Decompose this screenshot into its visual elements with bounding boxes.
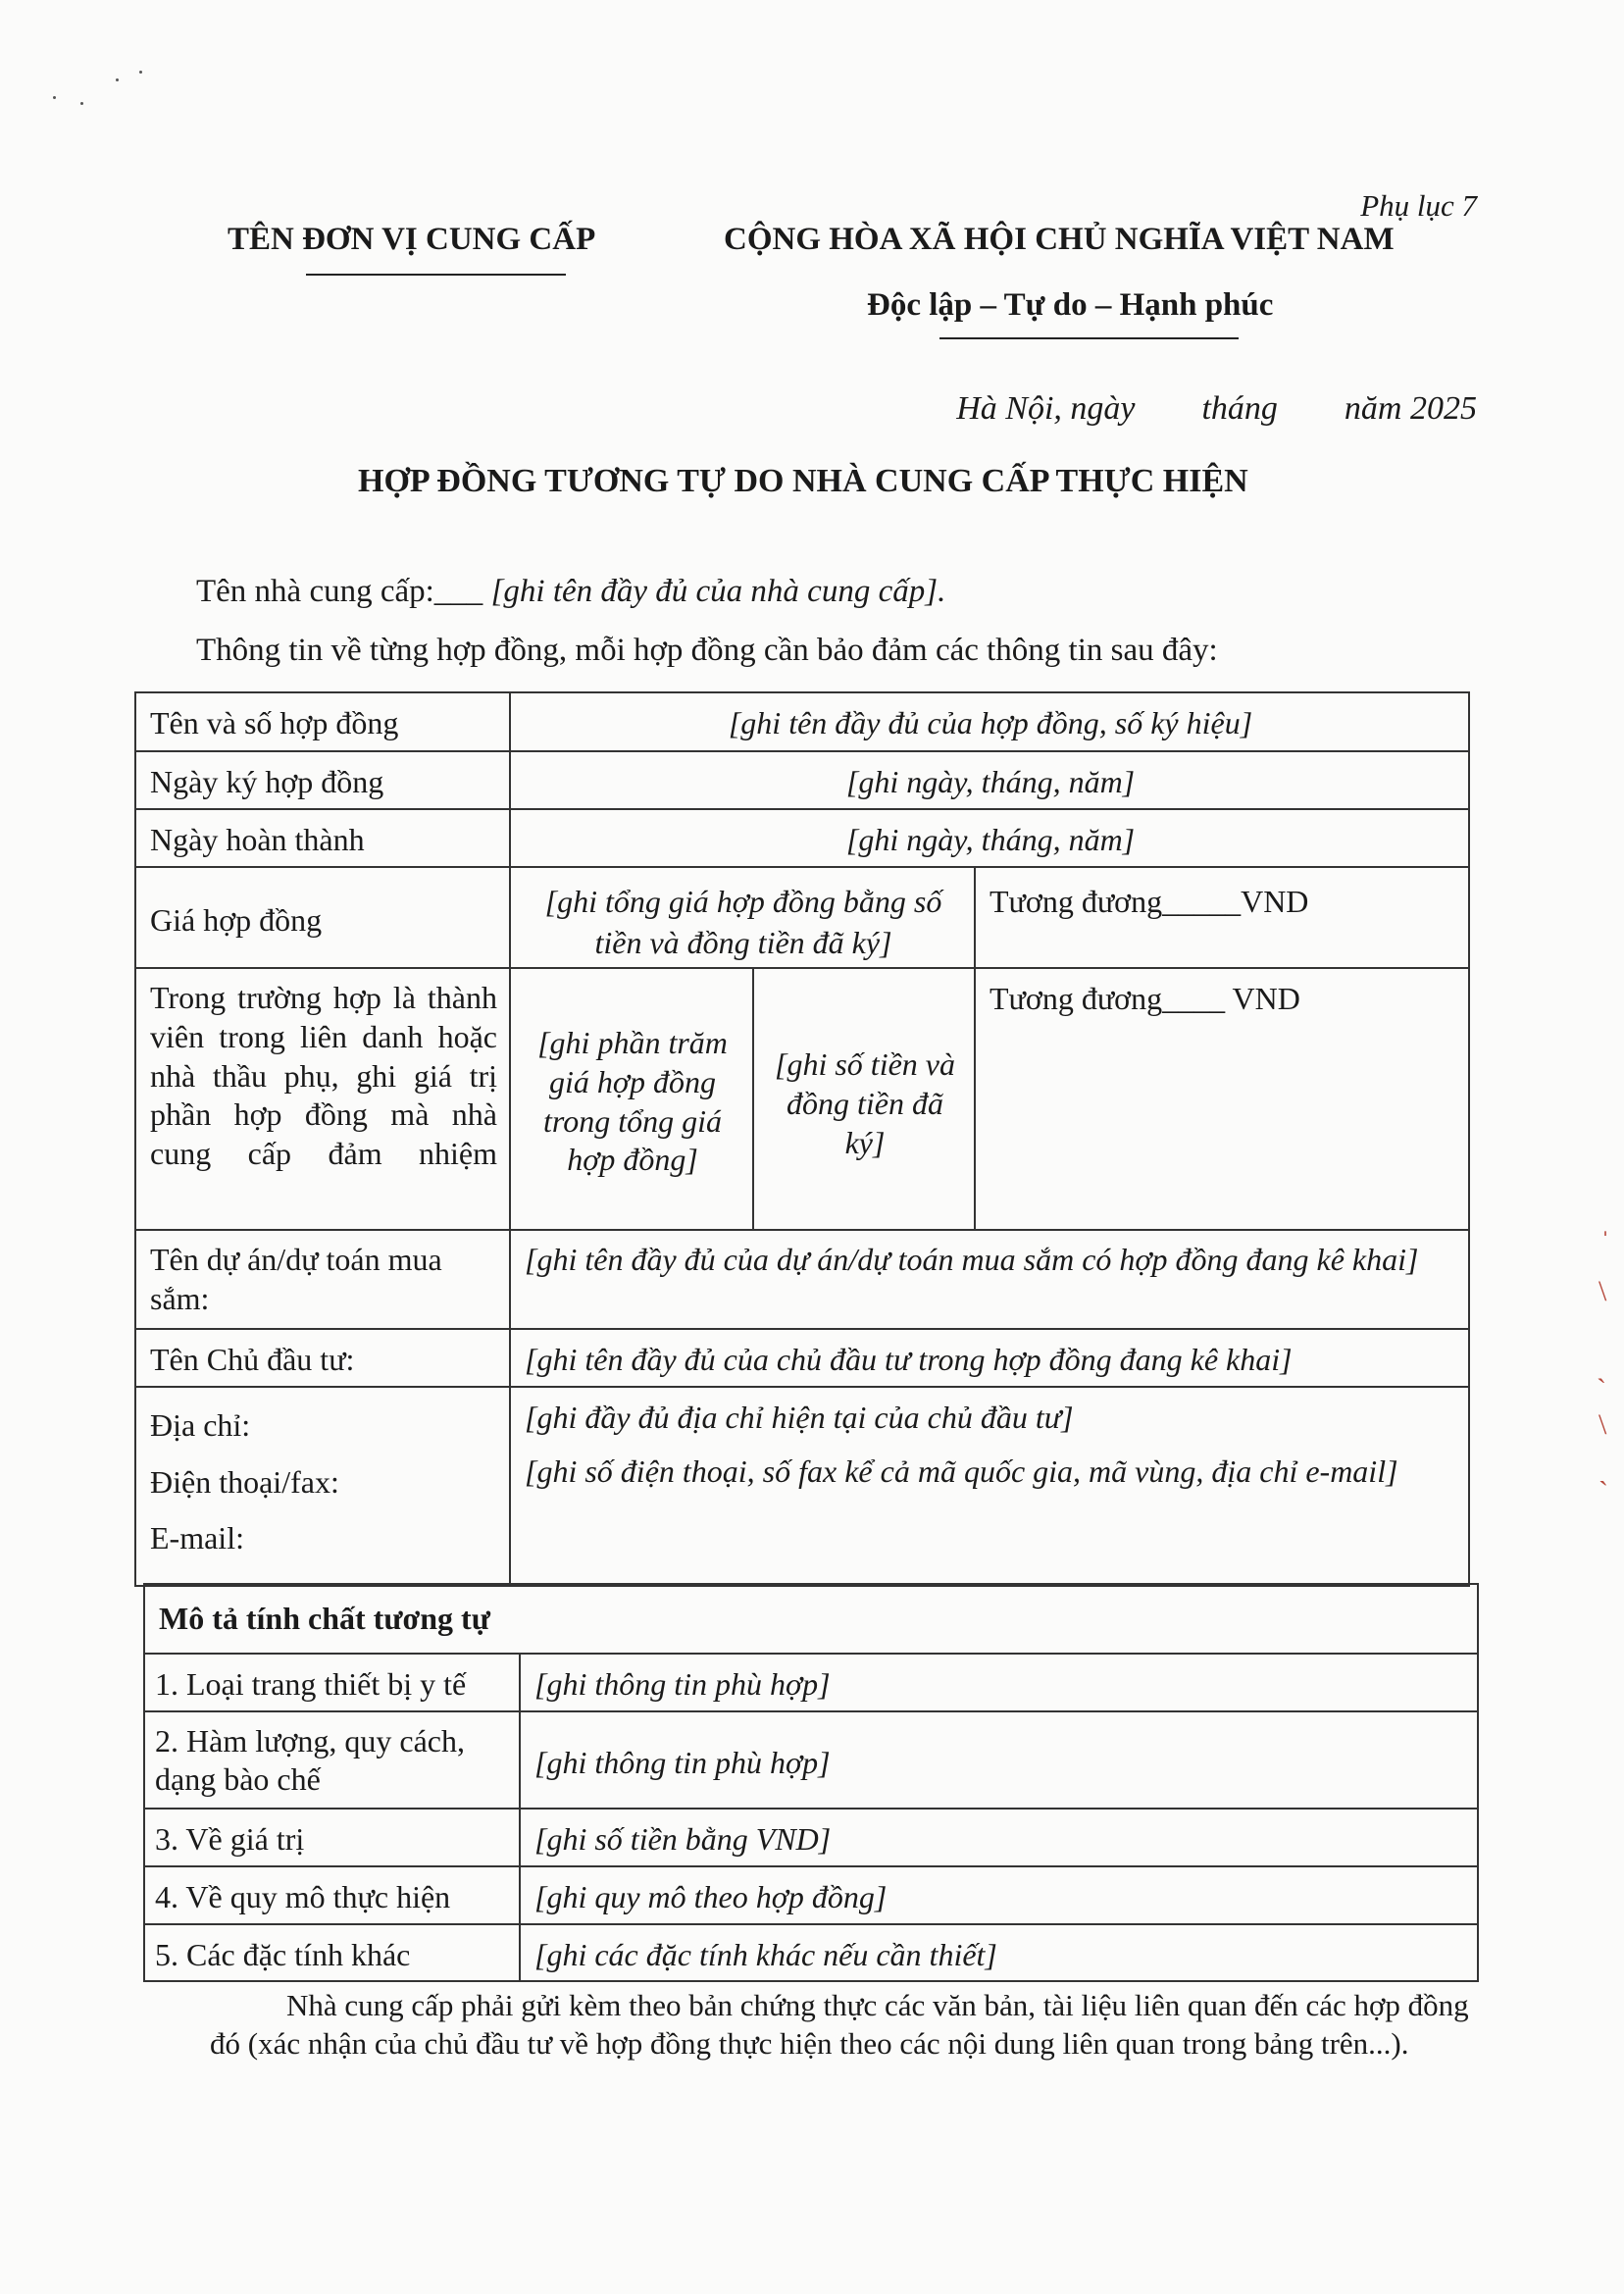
share-percent: [ghi phần trăm giá hợp đồng trong tổng giá hợp đồng] — [510, 968, 753, 1230]
similarity-heading: Mô tả tính chất tương tự — [144, 1584, 1478, 1654]
motto-underline — [939, 337, 1239, 339]
contact-labels — [135, 1387, 510, 1586]
complete-date-value: [ghi ngày, tháng, năm] — [510, 809, 1469, 867]
contract-info-table — [134, 691, 1470, 1587]
similarity-value: [ghi số tiền bằng VND] — [520, 1809, 1478, 1866]
scan-speck — [116, 78, 119, 81]
contract-name-value: [ghi tên đầy đủ của hợp đồng, số ký hiệu] — [510, 692, 1469, 751]
phone-label: Điện thoại/fax: — [150, 1463, 339, 1500]
price-equivalent: Tương đương_____VND — [975, 867, 1469, 968]
document-title: HỢP ĐỒNG TƯƠNG TỰ DO NHÀ CUNG CẤP THỰC HIỆN — [358, 463, 1248, 499]
contract-name-label: Tên và số hợp đồng — [135, 692, 510, 751]
scan-speck — [139, 71, 142, 74]
share-label: Trong trường hợp là thành viên trong liên danh hoặc nhà thầu phụ, ghi giá trị phần hợp đồng mà nhà cung cấp đảm nhiệm — [135, 968, 510, 1230]
margin-mark: \ — [1599, 1275, 1607, 1307]
price-label: Giá hợp đồng — [135, 867, 510, 968]
table-row — [135, 1387, 1469, 1586]
similarity-label: 4. Về quy mô thực hiện — [144, 1866, 520, 1924]
table-row — [144, 1924, 1478, 1981]
table-row — [135, 692, 1469, 751]
share-amount: [ghi số tiền và đồng tiền đã ký] — [753, 968, 975, 1230]
project-value: [ghi tên đầy đủ của dự án/dự toán mua sắm có hợp đồng đang kê khai] — [510, 1230, 1469, 1329]
margin-mark: ˈ — [1600, 1226, 1610, 1258]
owner-label: Tên Chủ đầu tư: — [135, 1329, 510, 1387]
table-row — [144, 1711, 1478, 1809]
info-line: Thông tin về từng hợp đồng, mỗi hợp đồng cần bảo đảm các thông tin sau đây: — [196, 633, 1218, 668]
phone-value: [ghi số điện thoại, số fax kể cả mã quốc gia, mã vùng, địa chỉ e-mail] — [525, 1453, 1398, 1489]
similarity-value: [ghi thông tin phù hợp] — [520, 1654, 1478, 1711]
similarity-value: [ghi các đặc tính khác nếu cần thiết] — [520, 1924, 1478, 1981]
appendix-label: Phụ lục 7 — [1360, 188, 1477, 223]
sign-date-value: [ghi ngày, tháng, năm] — [510, 751, 1469, 809]
email-label: E-mail: — [150, 1520, 244, 1556]
table-row — [135, 809, 1469, 867]
table-row — [144, 1866, 1478, 1924]
similarity-label: 2. Hàm lượng, quy cách, dạng bào chế — [144, 1711, 520, 1809]
similarity-value: [ghi thông tin phù hợp] — [520, 1711, 1478, 1809]
table-row — [135, 1329, 1469, 1387]
supplier-hint: [ghi tên đầy đủ của nhà cung cấp]. — [490, 574, 946, 609]
table-row — [144, 1809, 1478, 1866]
similarity-label: 5. Các đặc tính khác — [144, 1924, 520, 1981]
owner-value: [ghi tên đầy đủ của chủ đầu tư trong hợp đồng đang kê khai] — [510, 1329, 1469, 1387]
similarity-label: 1. Loại trang thiết bị y tế — [144, 1654, 520, 1711]
table-row — [144, 1654, 1478, 1711]
margin-mark: ˋ — [1597, 1373, 1606, 1405]
motto: Độc lập – Tự do – Hạnh phúc — [867, 287, 1274, 323]
table-row — [135, 1230, 1469, 1329]
project-label: Tên dự án/dự toán mua sắm: — [135, 1230, 510, 1329]
table-row — [135, 751, 1469, 809]
margin-mark: \ — [1599, 1408, 1607, 1441]
share-equivalent: Tương đương____ VND — [975, 968, 1469, 1230]
supplier-label: Tên nhà cung cấp:___ — [196, 574, 491, 609]
similarity-table — [143, 1583, 1479, 1982]
closing-paragraph: Nhà cung cấp phải gửi kèm theo bản chứng thực các văn bản, tài liệu liên quan đến các hợp đồng đó (xác nhận của chủ đầu tư về hợp đồng thực hiện theo các nội dung liên quan trong bảng trên...). — [210, 1988, 1469, 2062]
nation-title: CỘNG HÒA XÃ HỘI CHỦ NGHĨA VIỆT NAM — [724, 222, 1395, 257]
similarity-label: 3. Về giá trị — [144, 1809, 520, 1866]
table-row — [144, 1584, 1478, 1654]
closing-note — [210, 1986, 1504, 2063]
contact-values — [510, 1387, 1469, 1586]
margin-mark: ˎ — [1599, 1453, 1608, 1486]
scan-speck — [80, 102, 83, 105]
dateline: Hà Nội, ngày tháng năm 2025 — [956, 390, 1477, 427]
similarity-value: [ghi quy mô theo hợp đồng] — [520, 1866, 1478, 1924]
address-value: [ghi đầy đủ địa chỉ hiện tại của chủ đầu tư] — [525, 1400, 1074, 1436]
scan-speck — [53, 96, 56, 99]
price-value: [ghi tổng giá hợp đồng bằng số tiền và đồng tiền đã ký] — [510, 867, 975, 968]
address-label: Địa chỉ: — [150, 1407, 251, 1444]
unit-underline — [306, 274, 566, 276]
unit-name: TÊN ĐƠN VỊ CUNG CẤP — [228, 222, 596, 257]
complete-date-label: Ngày hoàn thành — [135, 809, 510, 867]
table-row — [135, 968, 1469, 1230]
table-row — [135, 867, 1469, 968]
sign-date-label: Ngày ký hợp đồng — [135, 751, 510, 809]
supplier-line — [196, 574, 945, 610]
